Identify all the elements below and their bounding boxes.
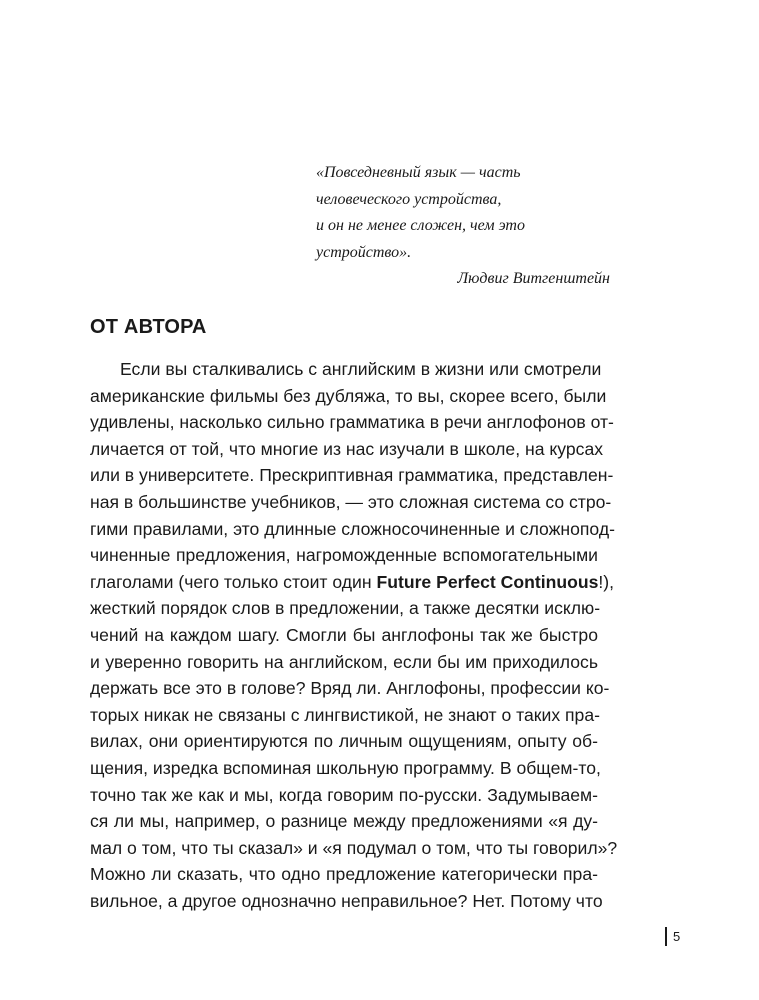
epigraph-author: Людвиг Витгенштейн bbox=[457, 270, 610, 287]
body-line: держать все это в голове? Вряд ли. Англофоны, профессии ко- bbox=[90, 678, 610, 699]
body-line: или в университете. Прескриптивная грамматика, представлен- bbox=[90, 465, 614, 486]
epigraph-line: и он не менее сложен, чем это bbox=[316, 217, 525, 234]
body-line: американские фильмы без дубляжа, то вы, скорее всего, были bbox=[90, 385, 607, 406]
body-line: гими правилами, это длинные сложносочиненные и сложнопод- bbox=[90, 518, 615, 539]
body-line: жесткий порядок слов в предложении, а также десятки исклю- bbox=[90, 598, 601, 619]
body-line: торых никак не связаны с лингвистикой, не знают о таких пра- bbox=[90, 704, 600, 725]
body-line-with-term bbox=[90, 569, 614, 596]
page-number: 5 bbox=[673, 929, 681, 944]
epigraph-line: человеческого устройства, bbox=[316, 190, 502, 208]
body-line: щения, изредка вспоминая школьную программу. В общем-то, bbox=[90, 757, 601, 778]
body-line-end: !), bbox=[598, 571, 614, 592]
body-line: ся ли мы, например, о разнице между предложениями «я ду- bbox=[90, 811, 598, 832]
grammar-term: Future Perfect Continuous bbox=[376, 571, 599, 592]
body-line: и уверенно говорить на английском, если бы им приходилось bbox=[90, 651, 598, 672]
epigraph bbox=[316, 160, 610, 293]
body-line: удивлены, насколько сильно грамматика в речи англофонов от- bbox=[90, 412, 614, 433]
section-heading: ОТ АВТОРА bbox=[90, 316, 207, 338]
body-line: Если вы сталкивались с английским в жизни или смотрели bbox=[120, 359, 602, 379]
body-line: личается от той, что многие из нас изучали в школе, на курсах bbox=[90, 438, 604, 459]
body-line: вилах, они ориентируются по личным ощущениям, опыту об- bbox=[90, 731, 598, 752]
epigraph-line: устройство». bbox=[316, 243, 412, 261]
body-line: ная в большинстве учебников, — это сложная система со стро- bbox=[90, 491, 612, 512]
body-line: Можно ли сказать, что одно предложение категорически пра- bbox=[90, 864, 598, 885]
body-line-start: глаголами (чего только стоит один bbox=[90, 571, 377, 592]
epigraph-line: «Повседневный язык — часть bbox=[316, 164, 521, 181]
body-line: точно так же как и мы, когда говорим по-русски. Задумываем- bbox=[90, 784, 598, 805]
body-text bbox=[90, 356, 618, 914]
body-line: вильное, а другое однозначно неправильное? Нет. Потому что bbox=[90, 890, 603, 911]
body-line: чиненные предложения, нагроможденные вспомогательными bbox=[90, 545, 598, 566]
page-number-bar bbox=[665, 927, 667, 946]
body-line: чений на каждом шагу. Смогли бы англофоны так же быстро bbox=[90, 624, 598, 645]
body-line: мал о том, что ты сказал» и «я подумал о том, что ты говорил»? bbox=[90, 837, 618, 858]
